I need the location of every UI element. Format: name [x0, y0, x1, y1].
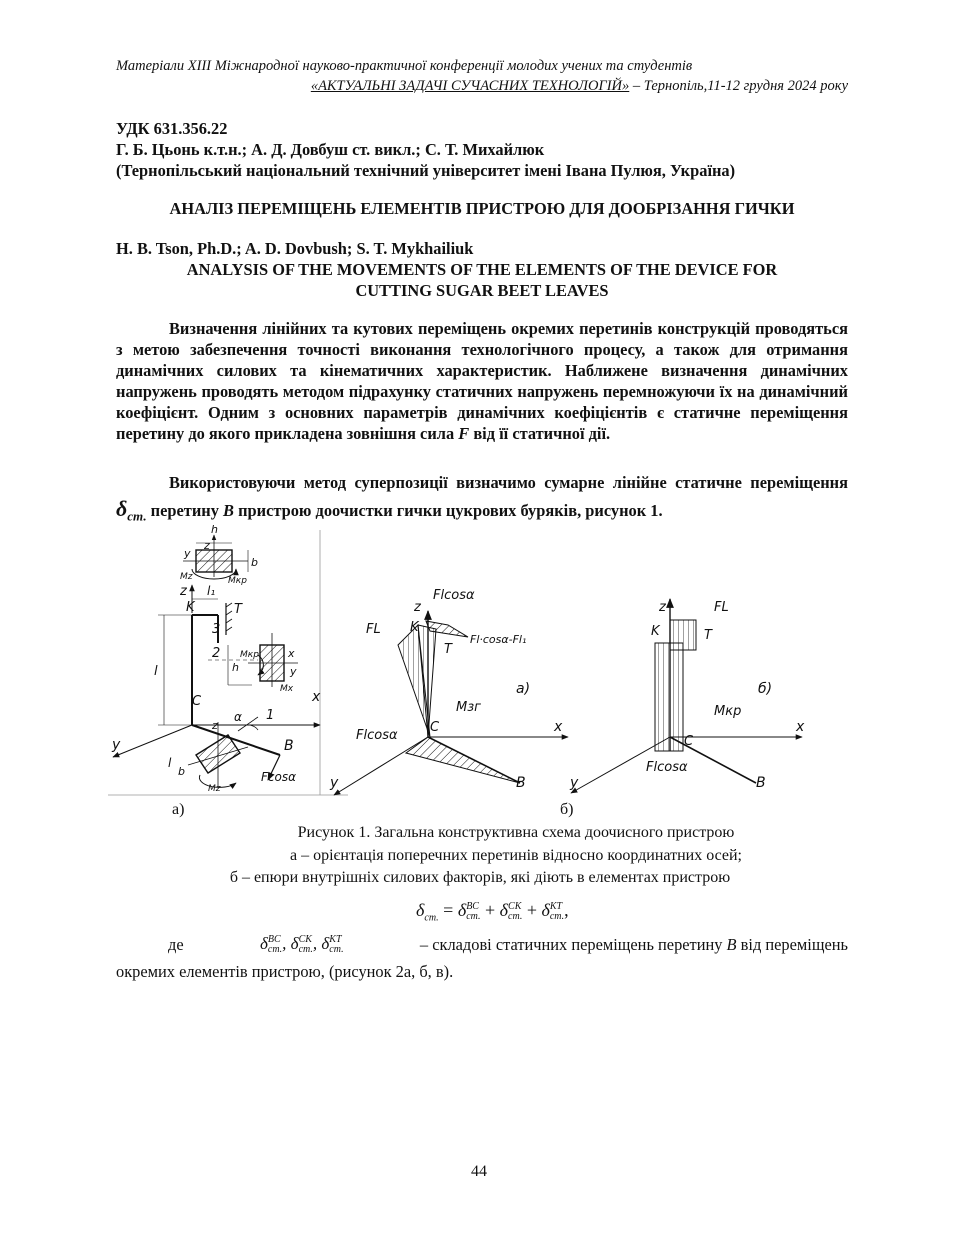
a-label-h: h: [211, 525, 218, 536]
a-label-mkp-mid: Mкр: [240, 650, 259, 660]
conference-place-date: – Тернопіль,11-12 грудня 2024 року: [629, 78, 848, 94]
paragraph-3-line2: окремих елементів пристрою, (рисунок 2а, б, в).: [116, 962, 454, 981]
paragraph-3-line1: [168, 934, 848, 955]
inline-t1: δ: [259, 934, 268, 953]
b1-label-t: T: [444, 642, 452, 657]
b1-label-fl: FL: [366, 622, 381, 637]
paragraph-1: [116, 318, 848, 444]
displacement-formula: [416, 900, 569, 924]
formula-t3-sub: ст.: [549, 910, 565, 922]
authors-ua: Г. Б. Цьонь к.т.н.; А. Д. Довбуш ст. викл.; С. Т. Михайлюк: [116, 140, 545, 159]
paragraph-2-text: Використовуючи метод суперпозиції визначимо сумарне лінійне статичне переміщення: [169, 473, 848, 492]
a-label-z-low: z: [212, 719, 218, 732]
paragraph-3-section: B: [726, 934, 737, 954]
b1-label-c: C: [430, 720, 440, 735]
b1-label-z: z: [414, 600, 421, 615]
formula-plus-2: +: [522, 900, 542, 920]
figure-caption-2: а – орієнтація поперечних перетинів відносно координатних осей;: [289, 847, 742, 864]
b2-label-flcos: Flcosα: [646, 760, 688, 775]
paragraph-1-text: Визначення лінійних та кутових переміщень окремих перетинів конструкцій проводяться з метою забезпечення точності виконання технологічного процесу, а також для отримання динамічних силових та кінематичних характеристик. Наближене визначення динамічних напружень проводять методом підрахунку статичних напружень перемножуючи їх на динамічний коефіцієнт. Одним з основних параметрів динамічних коефіцієнтів є статичне переміщення перетину до якого прикладена зовнішня сила: [116, 319, 848, 443]
figure-label-a: а): [172, 801, 185, 818]
a-label-y-top: y: [184, 547, 191, 560]
a-label-l: l: [154, 664, 158, 679]
figure-1-drawing: [108, 525, 848, 825]
a-label-3: 3: [212, 622, 221, 637]
b2-label-z: z: [659, 600, 666, 615]
formula-t2-sub: ст.: [508, 910, 523, 922]
formula-end: ,: [564, 900, 569, 920]
formula-t2-sup: CK: [508, 900, 522, 912]
figure-caption-3: б – епюри внутрішніх силових факторів, які діють в елементах пристрою: [229, 869, 731, 886]
section-b: B: [223, 501, 234, 520]
inline-t1-sub: ст.: [267, 944, 283, 956]
a-label-alpha: α: [234, 710, 242, 724]
formula-t1: δ: [457, 900, 467, 920]
title-ua: АНАЛІЗ ПЕРЕМІЩЕНЬ ЕЛЕМЕНТІВ ПРИСТРОЮ ДЛЯ ДООБРІЗАННЯ ГИЧКИ: [169, 199, 795, 218]
b2-label-k: K: [651, 624, 660, 639]
udk-code: УДК 631.356.22: [116, 119, 228, 138]
b1-label-flcos-left: Flcosα: [356, 728, 398, 743]
inline-t3-sub: ст.: [329, 944, 344, 956]
a-label-fcos: Fcosα: [261, 770, 297, 784]
a-label-t: T: [234, 602, 242, 617]
conference-header-line2: [116, 76, 848, 96]
title-en-line1: ANALYSIS OF THE MOVEMENTS OF THE ELEMENTS OF THE DEVICE FOR: [186, 260, 778, 279]
b1-label-tag: a): [516, 681, 531, 697]
b1-label-x: x: [554, 719, 563, 735]
a-label-mz-top: Mz: [180, 572, 193, 582]
title-en-line2: CUTTING SUGAR BEET LEAVES: [355, 281, 609, 300]
inline-t3: δ: [321, 934, 330, 953]
conference-header-line1: Матеріали XIII Міжнародної науково-практичної конференції молодих учених та студентів: [116, 58, 693, 74]
a-label-2: 2: [212, 646, 221, 661]
formula-t3: δ: [541, 900, 550, 920]
figure-label-b: б): [560, 801, 574, 818]
a-label-b-point: B: [284, 738, 294, 754]
formula-eq: =: [438, 900, 458, 920]
paragraph-2-mid: перетину: [146, 501, 224, 520]
page-number: 44: [471, 1163, 487, 1180]
paragraph-1-end: від її статичної дії.: [469, 424, 611, 443]
delta-symbol: δ: [116, 496, 128, 521]
diagram-a: [108, 530, 348, 795]
paragraph-3-rest1: – складові статичних переміщень перетину: [419, 934, 727, 954]
formula-plus-1: +: [480, 900, 500, 920]
a-label-z: z: [180, 584, 187, 599]
b1-label-k: K: [410, 620, 419, 635]
inline-t2-sub: ст.: [298, 944, 313, 956]
b1-label-flcos-top: Flcosα: [433, 588, 475, 603]
a-label-y-mid: y: [290, 665, 297, 678]
conference-name: «АКТУАЛЬНІ ЗАДАЧІ СУЧАСНИХ ТЕХНОЛОГІЙ»: [310, 78, 630, 94]
inline-t2-sup: CK: [298, 934, 312, 946]
a-label-z-top: z: [204, 539, 210, 552]
a-label-y: y: [112, 737, 121, 753]
a-label-b-top: b: [251, 556, 258, 569]
b2-label-t: T: [704, 628, 712, 643]
b1-label-mzg: Mзг: [456, 700, 481, 715]
b2-label-y: y: [570, 775, 579, 791]
a-label-mx-mid: Mx: [280, 684, 294, 694]
a-label-x-mid: x: [288, 647, 295, 660]
formula-lhs-sub: ст.: [424, 912, 439, 924]
a-label-x: x: [312, 689, 321, 705]
b2-label-tag: б): [758, 681, 773, 697]
paragraph-2-end: пристрою доочистки гички цукрових буряків, рисунок 1.: [233, 501, 663, 520]
a-label-mz-low: Mz: [208, 784, 221, 794]
delta-subscript: ст.: [127, 508, 147, 524]
b2-label-b: B: [756, 775, 766, 791]
b1-label-b: B: [516, 775, 526, 791]
a-label-1: 1: [266, 708, 275, 723]
b1-label-y: y: [330, 775, 339, 791]
diagram-b1: [334, 611, 568, 795]
paragraph-3-rest: [420, 935, 848, 955]
b2-label-x: x: [796, 719, 805, 735]
authors-en: H. B. Tson, Ph.D.; A. D. Dovbush; S. T. Mykhailiuk: [116, 239, 474, 258]
a-label-l-low: l: [168, 756, 172, 770]
formula-t3-sup: KT: [549, 900, 563, 912]
inline-t2: δ: [290, 934, 299, 953]
affiliation: (Тернопільський національний технічний університет імені Івана Пулюя, Україна): [116, 161, 736, 180]
a-label-mkp-top: Mкр: [228, 576, 247, 586]
formula-t2: δ: [499, 900, 509, 920]
formula-lhs: δ: [416, 900, 425, 920]
a-label-b-low: b: [178, 765, 185, 778]
formula-t1-sup: BC: [466, 900, 479, 912]
b2-label-mkr: Mкр: [714, 704, 742, 719]
paragraph-2: [116, 470, 848, 529]
b1-label-fl1: Fl·cosα-Fl₁: [470, 633, 527, 646]
a-label-k: K: [186, 600, 195, 615]
paragraph-3-de: де: [168, 934, 184, 954]
figure-caption-1: Рисунок 1. Загальна конструктивна схема доочисного пристрою: [297, 824, 735, 841]
force-symbol: F: [458, 424, 470, 443]
inline-t1-sup: BC: [267, 934, 281, 946]
a-label-l1: l₁: [207, 584, 216, 598]
inline-t3-sup: KT: [329, 934, 342, 946]
formula-t1-sub: ст.: [466, 910, 481, 922]
a-label-h-mid: h: [232, 661, 239, 674]
a-label-c: C: [192, 694, 202, 709]
formula-terms-inline: δ BC ст. , δ CK ст. , δ KT ст.: [259, 934, 344, 956]
b2-label-fl: FL: [714, 600, 729, 615]
b2-label-c: C: [684, 734, 694, 749]
paragraph-3-rest2: від переміщень: [736, 934, 848, 954]
